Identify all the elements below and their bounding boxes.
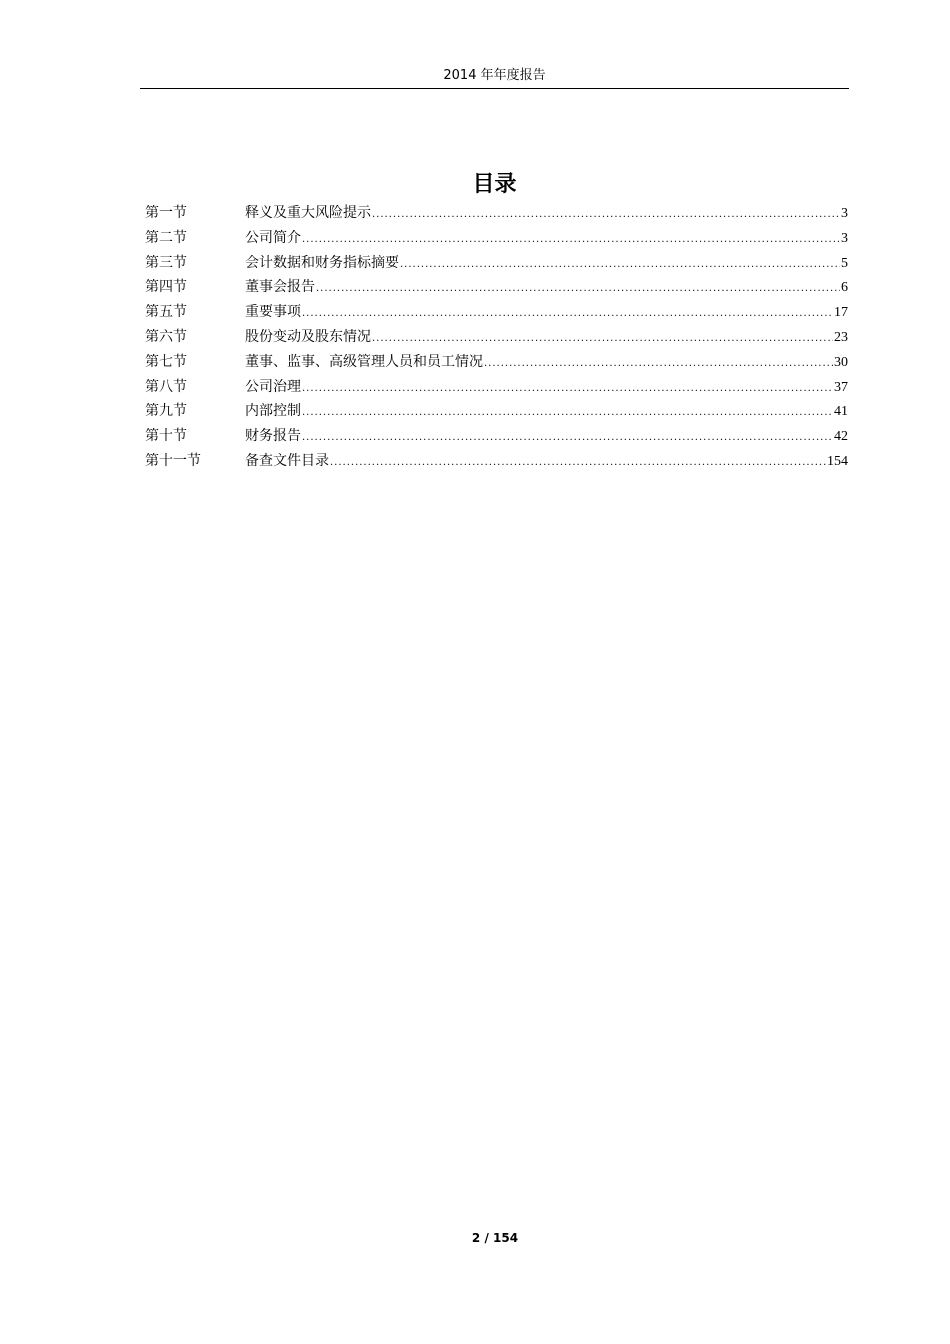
toc-entry-title[interactable]: 财务报告 [245, 428, 301, 445]
toc-page-number[interactable]: 154 [827, 453, 848, 469]
page-number: 2 / 154 [471, 1231, 519, 1245]
toc-section-number: 第六节 [145, 328, 187, 345]
toc-section-number: 第五节 [145, 304, 187, 321]
toc-page-number[interactable]: 17 [834, 305, 848, 321]
toc-section-number: 第四节 [145, 279, 187, 296]
toc-dot-leader [330, 451, 826, 476]
toc-section-number: 第九节 [145, 403, 187, 420]
toc-dot-leader [372, 327, 833, 352]
toc-entry-title[interactable]: 重要事项 [245, 304, 301, 321]
toc-dot-leader [484, 352, 833, 377]
toc-entry-title[interactable]: 董事、监事、高级管理人员和员工情况 [245, 353, 483, 370]
toc-entry-title[interactable]: 备查文件目录 [245, 452, 329, 469]
toc-entry-title[interactable]: 会计数据和财务指标摘要 [245, 254, 399, 271]
toc-page-number[interactable]: 5 [841, 255, 848, 271]
toc-page-number[interactable]: 3 [841, 206, 848, 221]
toc-dot-leader [372, 203, 840, 228]
toc-page-number[interactable]: 6 [841, 280, 848, 296]
toc-entry[interactable] [145, 399, 848, 424]
toc-section-number: 第十节 [145, 428, 187, 445]
toc-entry[interactable] [145, 375, 848, 400]
page-footer [0, 1228, 950, 1248]
toc-entry[interactable] [145, 424, 848, 449]
toc-section-number: 第二节 [145, 229, 187, 246]
toc-entry[interactable] [145, 300, 848, 325]
toc-entry[interactable] [145, 275, 848, 300]
toc-page-number[interactable]: 37 [834, 379, 848, 395]
page-header [140, 66, 849, 89]
toc-page-number[interactable]: 3 [841, 230, 848, 246]
toc-entry-title[interactable]: 公司治理 [245, 378, 301, 395]
toc-entry[interactable] [145, 226, 848, 251]
toc-dot-leader [302, 401, 833, 426]
toc-entry[interactable] [145, 201, 848, 226]
header-title: 2014 年年度报告 [443, 68, 546, 83]
toc-page-number[interactable]: 30 [834, 354, 848, 370]
toc-dot-leader [400, 253, 840, 278]
toc-entry[interactable] [145, 350, 848, 375]
toc-dot-leader [316, 277, 840, 302]
toc-dot-leader [302, 302, 833, 327]
toc-entry[interactable] [145, 325, 848, 350]
toc-entry-title[interactable]: 释义及重大风险提示 [245, 205, 371, 221]
toc-entry-title[interactable]: 公司简介 [245, 229, 301, 246]
toc-title: 目录 [472, 172, 517, 197]
toc-page-number[interactable]: 42 [834, 429, 848, 445]
toc-page-number[interactable]: 41 [834, 404, 848, 420]
toc-entry-title[interactable]: 内部控制 [245, 403, 301, 420]
toc-section-number: 第一节 [145, 205, 187, 221]
table-of-contents [145, 201, 848, 474]
toc-entry[interactable] [145, 251, 848, 276]
toc-page-number[interactable]: 23 [834, 329, 848, 345]
toc-dot-leader [302, 377, 833, 402]
toc-section-number: 第八节 [145, 378, 187, 395]
toc-dot-leader [302, 426, 833, 451]
toc-section-number: 第三节 [145, 254, 187, 271]
toc-entry-title[interactable]: 董事会报告 [245, 279, 315, 296]
toc-entry-title[interactable]: 股份变动及股东情况 [245, 328, 371, 345]
toc-entry[interactable] [145, 449, 848, 474]
toc-dot-leader [302, 228, 840, 253]
toc-section-number: 第七节 [145, 353, 187, 370]
toc-section-number: 第十一节 [145, 452, 201, 469]
